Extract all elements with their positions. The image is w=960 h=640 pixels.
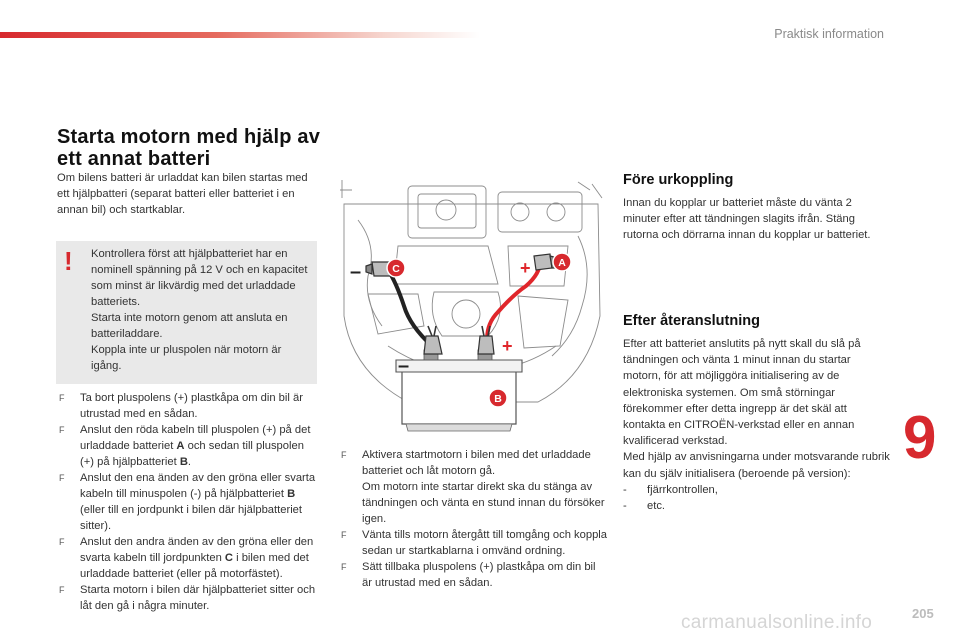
warning-text — [91, 246, 313, 374]
bullet-icon: F — [59, 473, 65, 483]
warning-icon: ! — [64, 246, 73, 276]
after-paragraph: Med hjälp av anvisningarna under motsvarande rubrik kan du själv initialisera (beroende på version): — [623, 451, 890, 480]
list-item: F Vänta tills motorn återgått till tomgång och koppla sedan ur startkablarna i omvänd ordning. — [341, 529, 608, 557]
warning-line: Starta inte motorn genom att ansluta en batteriladdare. — [91, 312, 288, 340]
bullet-icon: F — [59, 537, 65, 547]
after-dash-list — [623, 482, 891, 514]
after-paragraph: Efter att batteriet anslutits på nytt skall du slå på tändningen och vänta 1 minut innan du startar motorn, för att möjliggöra initialisering av de elektroniska systemen. Om små störningar förekommer efter detta ingrepp är det skäl att kontakta en CITROËN-verkstad eller en annan kvalificerad verkstad. — [623, 338, 861, 448]
intro-paragraph: Om bilens batteri är urladdat kan bilen startas med ett hjälpbatteri (separat batteri eller batteriet i en annan bil) och startkablar. — [57, 172, 308, 217]
page-number: 205 — [912, 606, 934, 621]
label-a-badge — [553, 253, 571, 271]
label-b: B — [494, 393, 502, 405]
plus-sign-a: + — [520, 258, 531, 278]
minus-sign-b: – — [398, 355, 410, 377]
list-item: F Anslut den ena änden av den gröna eller svarta kabeln till minuspolen (-) på hjälpbatteriet B (eller till en jordpunkt i bilen där hjälpbatteriet sitter). — [59, 472, 316, 532]
warning-line: Kontrollera först att hjälpbatteriet har en nominell spänning på 12 V och en kapacitet som minst är likvärdig med det urladdade batteriets. — [91, 248, 308, 308]
plus-sign-b: + — [502, 336, 513, 356]
list-item: F Anslut den röda kabeln till pluspolen (+) på det urladdade batteriet A och sedan till pluspolen (+) på hjälpbatteriet B. — [59, 424, 311, 468]
chapter-number: 9 — [903, 404, 937, 471]
page-title: Starta motorn med hjälp av ett annat batteri — [57, 126, 321, 170]
list-item: F Sätt tillbaka pluspolens (+) plastkåpa om din bil är utrustad med en sådan. — [341, 561, 596, 589]
warning-box — [56, 241, 317, 384]
section-header: Praktisk information — [774, 27, 884, 41]
label-b-badge — [489, 389, 507, 407]
bullet-icon: F — [59, 393, 65, 403]
watermark: carmanualsonline.info — [681, 612, 873, 633]
steps-list-mid — [340, 447, 608, 591]
bullet-icon: F — [59, 585, 65, 595]
list-item: - etc. — [623, 500, 666, 513]
minus-sign-c: – — [350, 261, 362, 283]
bullet-icon: F — [341, 450, 347, 460]
jump-start-illustration — [338, 176, 606, 434]
label-c: C — [392, 263, 400, 275]
label-c-badge — [387, 259, 405, 277]
label-a: A — [558, 257, 566, 269]
warning-line: Koppla inte ur pluspolen när motorn är igång. — [91, 344, 282, 372]
list-item: F Starta motorn i bilen där hjälpbatteriet sitter och låt den gå i några minuter. — [59, 584, 316, 612]
list-item: F Ta bort pluspolens (+) plastkåpa om din bil är utrustad med en sådan. — [59, 392, 303, 420]
list-item: - fjärrkontrollen, — [623, 483, 718, 496]
steps-list-left — [58, 390, 320, 614]
header-accent-bar — [0, 32, 480, 38]
list-item: F Anslut den andra änden av den gröna eller den svarta kabeln till jordpunkten C i bilen med det urladdade batteriet (eller på motorfästet). — [59, 536, 314, 580]
before-disconnect-title: Före urkoppling — [623, 172, 734, 188]
bullet-icon: F — [341, 562, 347, 572]
list-item: F Aktivera startmotorn i bilen med det urladdade batteriet och låt motorn gå. Om motorn inte startar direkt ska du stänga av tändningen och vänta en stund innan du försöker igen. — [341, 449, 605, 525]
after-reconnect-text — [623, 336, 891, 514]
after-reconnect-title: Efter återanslutning — [623, 313, 760, 329]
bullet-icon: F — [341, 530, 347, 540]
before-disconnect-text: Innan du kopplar ur batteriet måste du vänta 2 minuter efter att tändningen slagits ifrån. Stäng rutorna och dörrarna innan du kopplar ur batteriet. — [623, 197, 871, 242]
bullet-icon: F — [59, 425, 65, 435]
